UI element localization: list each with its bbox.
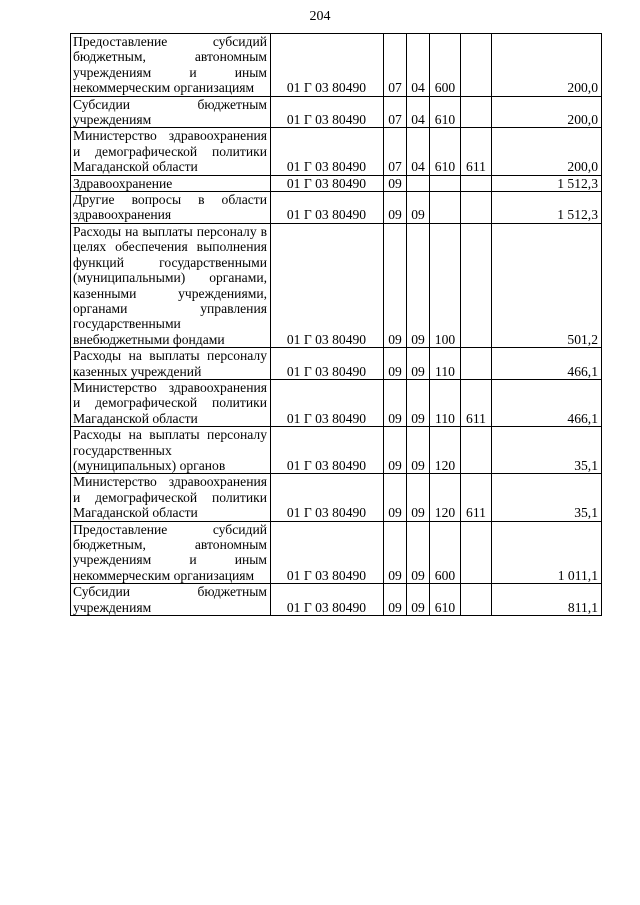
row-expense-type: 120 bbox=[430, 474, 461, 521]
table-row bbox=[71, 128, 602, 175]
table-row bbox=[71, 348, 602, 380]
row-subsection: 04 bbox=[407, 128, 430, 175]
row-section: 09 bbox=[384, 584, 407, 616]
row-name: Расходы на выплаты персоналу в целях обеспечения выполнения функций государственными (муниципальными) органами, казенными учреждениями, органами управления государственными внебюджетными фондами bbox=[71, 223, 271, 347]
row-amount: 1 011,1 bbox=[492, 521, 602, 584]
row-admin-code bbox=[461, 175, 492, 191]
row-name: Министерство здравоохранения и демографической политики Магаданской области bbox=[71, 379, 271, 426]
row-admin-code bbox=[461, 34, 492, 97]
row-subsection bbox=[407, 175, 430, 191]
row-section: 07 bbox=[384, 96, 407, 128]
row-admin-code bbox=[461, 427, 492, 474]
table-row bbox=[71, 175, 602, 191]
row-amount: 501,2 bbox=[492, 223, 602, 347]
row-expense-type: 600 bbox=[430, 34, 461, 97]
row-amount: 466,1 bbox=[492, 348, 602, 380]
row-admin-code: 611 bbox=[461, 379, 492, 426]
row-name: Расходы на выплаты персоналу государственных (муниципальных) органов bbox=[71, 427, 271, 474]
row-target-article: 01 Г 03 80490 bbox=[271, 521, 384, 584]
row-section: 09 bbox=[384, 427, 407, 474]
row-target-article: 01 Г 03 80490 bbox=[271, 427, 384, 474]
row-admin-code bbox=[461, 348, 492, 380]
row-expense-type: 610 bbox=[430, 584, 461, 616]
row-target-article: 01 Г 03 80490 bbox=[271, 223, 384, 347]
row-subsection: 09 bbox=[407, 223, 430, 347]
row-subsection: 04 bbox=[407, 34, 430, 97]
row-target-article: 01 Г 03 80490 bbox=[271, 474, 384, 521]
row-section: 07 bbox=[384, 128, 407, 175]
row-expense-type bbox=[430, 192, 461, 224]
row-subsection: 09 bbox=[407, 427, 430, 474]
row-expense-type: 610 bbox=[430, 96, 461, 128]
row-target-article: 01 Г 03 80490 bbox=[271, 96, 384, 128]
row-admin-code bbox=[461, 192, 492, 224]
row-section: 09 bbox=[384, 379, 407, 426]
row-target-article: 01 Г 03 80490 bbox=[271, 175, 384, 191]
row-admin-code: 611 bbox=[461, 128, 492, 175]
table-row bbox=[71, 96, 602, 128]
row-amount: 200,0 bbox=[492, 96, 602, 128]
row-subsection: 09 bbox=[407, 192, 430, 224]
row-name: Расходы на выплаты персоналу казенных учреждений bbox=[71, 348, 271, 380]
row-amount: 811,1 bbox=[492, 584, 602, 616]
row-subsection: 04 bbox=[407, 96, 430, 128]
row-amount: 35,1 bbox=[492, 427, 602, 474]
row-section: 07 bbox=[384, 34, 407, 97]
row-name: Министерство здравоохранения и демографической политики Магаданской области bbox=[71, 474, 271, 521]
row-name: Субсидии бюджетным учреждениям bbox=[71, 584, 271, 616]
row-target-article: 01 Г 03 80490 bbox=[271, 128, 384, 175]
row-subsection: 09 bbox=[407, 521, 430, 584]
row-section: 09 bbox=[384, 348, 407, 380]
row-expense-type: 600 bbox=[430, 521, 461, 584]
table-row bbox=[71, 584, 602, 616]
row-amount: 200,0 bbox=[492, 128, 602, 175]
row-section: 09 bbox=[384, 192, 407, 224]
row-admin-code bbox=[461, 223, 492, 347]
row-amount: 1 512,3 bbox=[492, 192, 602, 224]
row-name: Субсидии бюджетным учреждениям bbox=[71, 96, 271, 128]
row-section: 09 bbox=[384, 474, 407, 521]
row-expense-type: 110 bbox=[430, 348, 461, 380]
row-section: 09 bbox=[384, 521, 407, 584]
row-expense-type bbox=[430, 175, 461, 191]
row-admin-code bbox=[461, 96, 492, 128]
row-admin-code bbox=[461, 584, 492, 616]
row-target-article: 01 Г 03 80490 bbox=[271, 584, 384, 616]
row-name: Предоставление субсидий бюджетным, автономным учреждениям и иным некоммерческим организациям bbox=[71, 34, 271, 97]
row-admin-code bbox=[461, 521, 492, 584]
row-target-article: 01 Г 03 80490 bbox=[271, 34, 384, 97]
table-row bbox=[71, 474, 602, 521]
row-expense-type: 610 bbox=[430, 128, 461, 175]
row-name: Министерство здравоохранения и демографической политики Магаданской области bbox=[71, 128, 271, 175]
table-row bbox=[71, 192, 602, 224]
row-name: Другие вопросы в области здравоохранения bbox=[71, 192, 271, 224]
row-subsection: 09 bbox=[407, 348, 430, 380]
row-subsection: 09 bbox=[407, 474, 430, 521]
row-name: Здравоохранение bbox=[71, 175, 271, 191]
row-section: 09 bbox=[384, 223, 407, 347]
row-amount: 466,1 bbox=[492, 379, 602, 426]
row-target-article: 01 Г 03 80490 bbox=[271, 348, 384, 380]
row-subsection: 09 bbox=[407, 584, 430, 616]
table-row bbox=[71, 34, 602, 97]
row-expense-type: 110 bbox=[430, 379, 461, 426]
row-subsection: 09 bbox=[407, 379, 430, 426]
row-target-article: 01 Г 03 80490 bbox=[271, 192, 384, 224]
table-row bbox=[71, 223, 602, 347]
row-admin-code: 611 bbox=[461, 474, 492, 521]
row-section: 09 bbox=[384, 175, 407, 191]
budget-table-body bbox=[71, 34, 602, 616]
table-row bbox=[71, 427, 602, 474]
row-name: Предоставление субсидий бюджетным, автономным учреждениям и иным некоммерческим организациям bbox=[71, 521, 271, 584]
row-amount: 35,1 bbox=[492, 474, 602, 521]
table-row bbox=[71, 521, 602, 584]
row-expense-type: 100 bbox=[430, 223, 461, 347]
row-amount: 1 512,3 bbox=[492, 175, 602, 191]
table-row bbox=[71, 379, 602, 426]
row-expense-type: 120 bbox=[430, 427, 461, 474]
budget-table bbox=[70, 33, 602, 616]
row-amount: 200,0 bbox=[492, 34, 602, 97]
page-number: 204 bbox=[309, 9, 331, 24]
row-target-article: 01 Г 03 80490 bbox=[271, 379, 384, 426]
